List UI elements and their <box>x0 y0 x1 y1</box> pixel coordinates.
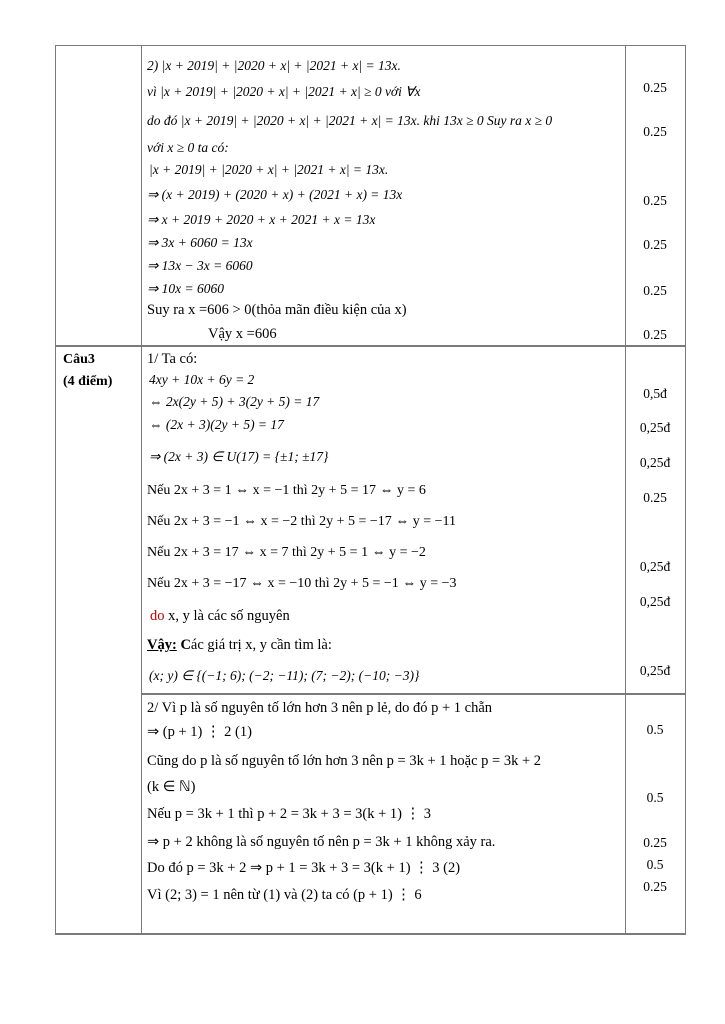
conclusion-line <box>147 637 332 653</box>
score-value: 0.25 <box>643 237 667 252</box>
equation-line: ⇔ 2x(2y + 5) + 3(2y + 5) = 17 <box>149 394 320 409</box>
result-line: (x; y) ∈ {(−1; 6); (−2; −11); (7; −2); (−10; −3)} <box>149 668 420 683</box>
table-row-divider-1 <box>55 345 686 347</box>
case-line: Nếu 2x + 3 = −1 ⇔ x = −2 thì 2y + 5 = −17 ⇔ y = −11 <box>147 514 457 529</box>
table-border-right <box>685 45 686 935</box>
case-line: Nếu 2x + 3 = −17 ⇔ x = −10 thì 2y + 5 = −1 ⇔ y = −3 <box>147 576 457 591</box>
score-value: 0.25 <box>643 327 667 342</box>
part-intro: 1/ Ta có: <box>147 351 198 367</box>
proof-line: 2/ Vì p là số nguyên tố lớn hơn 3 nên p lẻ, do đó p + 1 chẵn <box>147 700 493 716</box>
equation-line: 4xy + 10x + 6y = 2 <box>149 372 255 387</box>
table-row-divider-2 <box>141 693 686 695</box>
conclusion-line: Vậy x =606 <box>208 326 277 342</box>
score-value: 0,25đ <box>639 663 671 678</box>
equation-line: ⇒ (2x + 3) ∈ U(17) = {±1; ±17} <box>149 449 329 464</box>
table-border-top <box>55 45 686 46</box>
proof-line: ⇒ p + 2 không là số nguyên tố nên p = 3k + 1 không xảy ra. <box>147 834 496 850</box>
proof-line: ⇒ (p + 1) ⋮ 2 (1) <box>147 724 252 740</box>
do-word: do <box>150 608 165 624</box>
score-value: 0.5 <box>646 857 664 872</box>
proof-line: Cũng do p là số nguyên tố lớn hơn 3 nên p = 3k + 1 hoặc p = 3k + 2 <box>147 753 541 769</box>
score-value: 0.25 <box>643 879 667 894</box>
note-text: x, y là các số nguyên <box>164 608 290 624</box>
equation-line: do đó |x + 2019| + |2020 + x| + |2021 + x| = 13x. khi 13x ≥ 0 Suy ra x ≥ 0 <box>147 113 553 128</box>
score-value: 0.25 <box>643 124 667 139</box>
score-value: 0.5 <box>646 722 664 737</box>
score-value: 0,25đ <box>639 594 671 609</box>
equation-line: |x + 2019| + |2020 + x| + |2021 + x| = 13x. <box>149 162 389 177</box>
question-label: Câu3 <box>63 352 95 367</box>
equation-line: ⇒ 10x = 6060 <box>147 281 225 296</box>
equation-line: ⇔ (2x + 3)(2y + 5) = 17 <box>149 417 284 432</box>
proof-line: Vì (2; 3) = 1 nên từ (1) và (2) ta có (p + 1) ⋮ 6 <box>147 887 422 903</box>
score-value: 0.25 <box>643 283 667 298</box>
vay-c: C <box>176 637 191 653</box>
equation-line: với x ≥ 0 ta có: <box>147 140 229 155</box>
equation-line: ⇒ 3x + 6060 = 13x <box>147 235 253 250</box>
case-line: Nếu 2x + 3 = 1 ⇔ x = −1 thì 2y + 5 = 17 ⇔ y = 6 <box>147 483 426 498</box>
score-value: 0,25đ <box>639 420 671 435</box>
equation-line: ⇒ (x + 2019) + (2020 + x) + (2021 + x) = 13x <box>147 187 403 202</box>
equation-line: vì |x + 2019| + |2020 + x| + |2021 + x| ≥ 0 với ∀x <box>147 84 421 99</box>
proof-line: Nếu p = 3k + 1 thì p + 2 = 3k + 3 = 3(k + 1) ⋮ 3 <box>147 806 431 822</box>
table-border-left <box>55 45 56 935</box>
score-value: 0.25 <box>643 80 667 95</box>
vay-label: Vậy: <box>147 637 177 653</box>
proof-line: (k ∈ ℕ) <box>147 779 196 795</box>
question-points: (4 điểm) <box>63 374 113 389</box>
vay-text: ác giá trị x, y cần tìm là: <box>190 637 332 653</box>
score-value: 0,5đ <box>643 386 667 401</box>
score-value: 0.25 <box>643 193 667 208</box>
score-value: 0,25đ <box>639 455 671 470</box>
equation-line: 2) |x + 2019| + |2020 + x| + |2021 + x| = 13x. <box>147 58 401 73</box>
conclusion-line: Suy ra x =606 > 0(thỏa mãn điều kiện của x) <box>147 302 407 318</box>
table-border-col1 <box>141 45 142 935</box>
proof-line: Do đó p = 3k + 2 ⇒ p + 1 = 3k + 3 = 3(k + 1) ⋮ 3 (2) <box>147 860 461 876</box>
equation-line: ⇒ 13x − 3x = 6060 <box>147 258 253 273</box>
score-value: 0,25đ <box>639 559 671 574</box>
score-value: 0.25 <box>643 490 667 505</box>
case-line: Nếu 2x + 3 = 17 ⇔ x = 7 thì 2y + 5 = 1 ⇔ y = −2 <box>147 545 426 560</box>
note-line <box>150 608 290 624</box>
equation-line: ⇒ x + 2019 + 2020 + x + 2021 + x = 13x <box>147 212 376 227</box>
table-border-bottom <box>55 933 686 935</box>
score-value: 0.25 <box>643 835 667 850</box>
score-value: 0.5 <box>646 790 664 805</box>
